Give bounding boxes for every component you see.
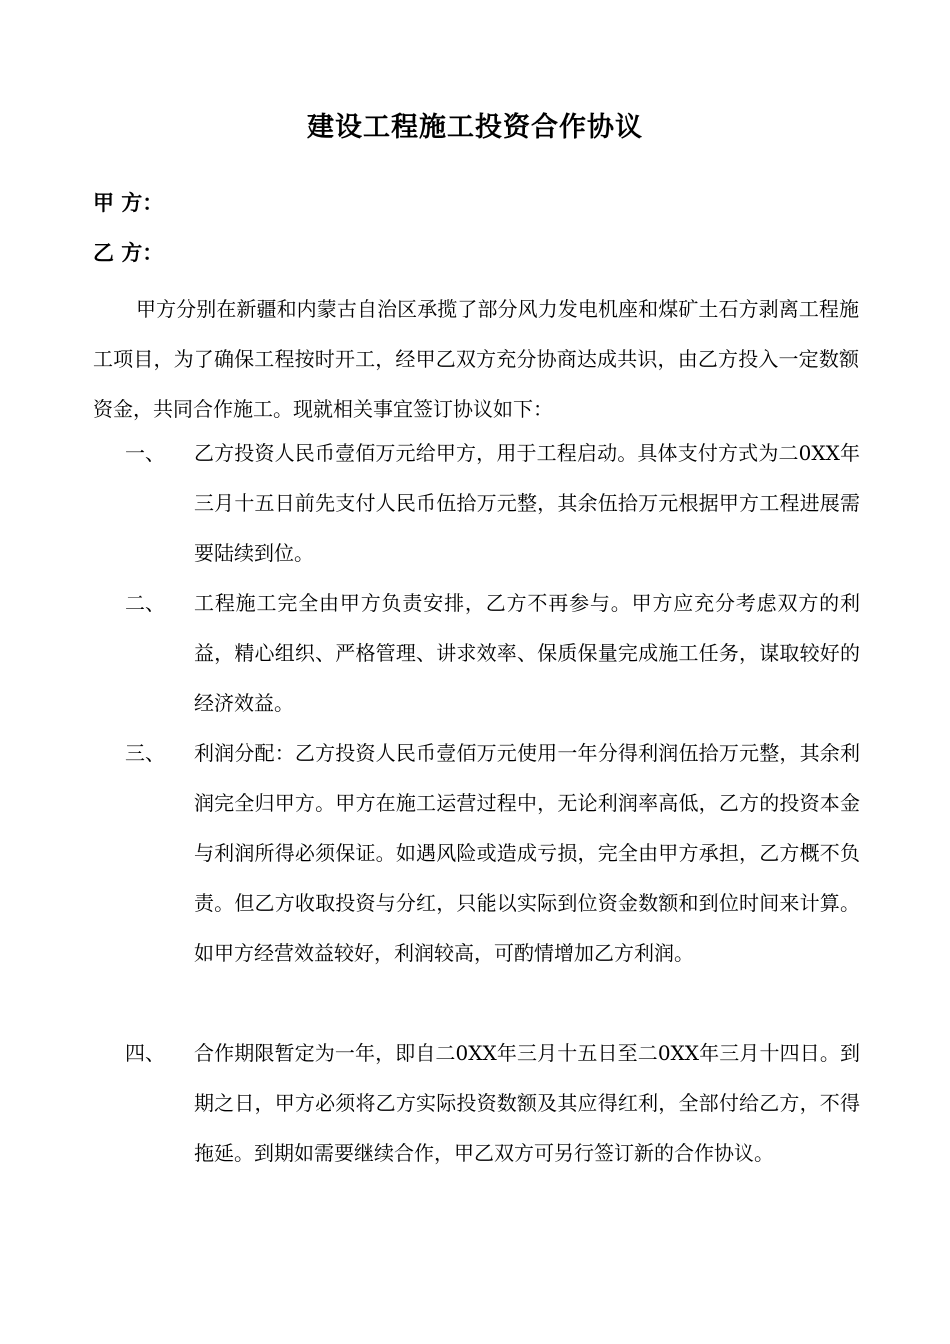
clause-text: 利润分配：乙方投资人民币壹佰万元使用一年分得利润伍拾万元整，其余利润完全归甲方。甲方在施工运营过程中，无论利润率高低，乙方的投资本金与利润所得必须保证。如遇风险或造成亏损，完全由甲方承担，乙方概不负责。但乙方收取投资与分红，只能以实际到位资金数额和到位时间来计算。如甲方经营效益较好，利润较高，可酌情增加乙方利润。 bbox=[194, 741, 860, 965]
document-title: 建设工程施工投资合作协议 bbox=[307, 112, 643, 143]
clause-text: 乙方投资人民币壹佰万元给甲方，用于工程启动。具体支付方式为二0XX年三月十五日前先支付人民币伍拾万元整，其余伍拾万元根据甲方工程进展需要陆续到位。 bbox=[194, 441, 860, 565]
party-b-label: 乙 方： bbox=[93, 240, 164, 265]
clause-text: 工程施工完全由甲方负责安排，乙方不再参与。甲方应充分考虑双方的利益，精心组织、严格管理、讲求效率、保质保量完成施工任务，谋取较好的经济效益。 bbox=[194, 591, 860, 715]
clause-text: 合作期限暂定为一年，即自二0XX年三月十五日至二0XX年三月十四日。到期之日，甲方必须将乙方实际投资数额及其应得红利，全部付给乙方，不得拖延。到期如需要继续合作，甲乙双方可另行签订新的合作协议。 bbox=[194, 1041, 860, 1165]
clause-number: 二、 bbox=[125, 591, 165, 615]
clause-number: 三、 bbox=[125, 741, 165, 765]
intro-paragraph: 甲方分别在新疆和内蒙古自治区承揽了部分风力发电机座和煤矿土石方剥离工程施工项目，为了确保工程按时开工，经甲乙双方充分协商达成共识，由乙方投入一定数额资金，共同合作施工。现就相关事宜签订协议如下： bbox=[93, 297, 859, 421]
clause-number: 四、 bbox=[125, 1041, 165, 1065]
clause-number: 一、 bbox=[125, 441, 165, 465]
party-a-label: 甲 方： bbox=[93, 190, 164, 215]
